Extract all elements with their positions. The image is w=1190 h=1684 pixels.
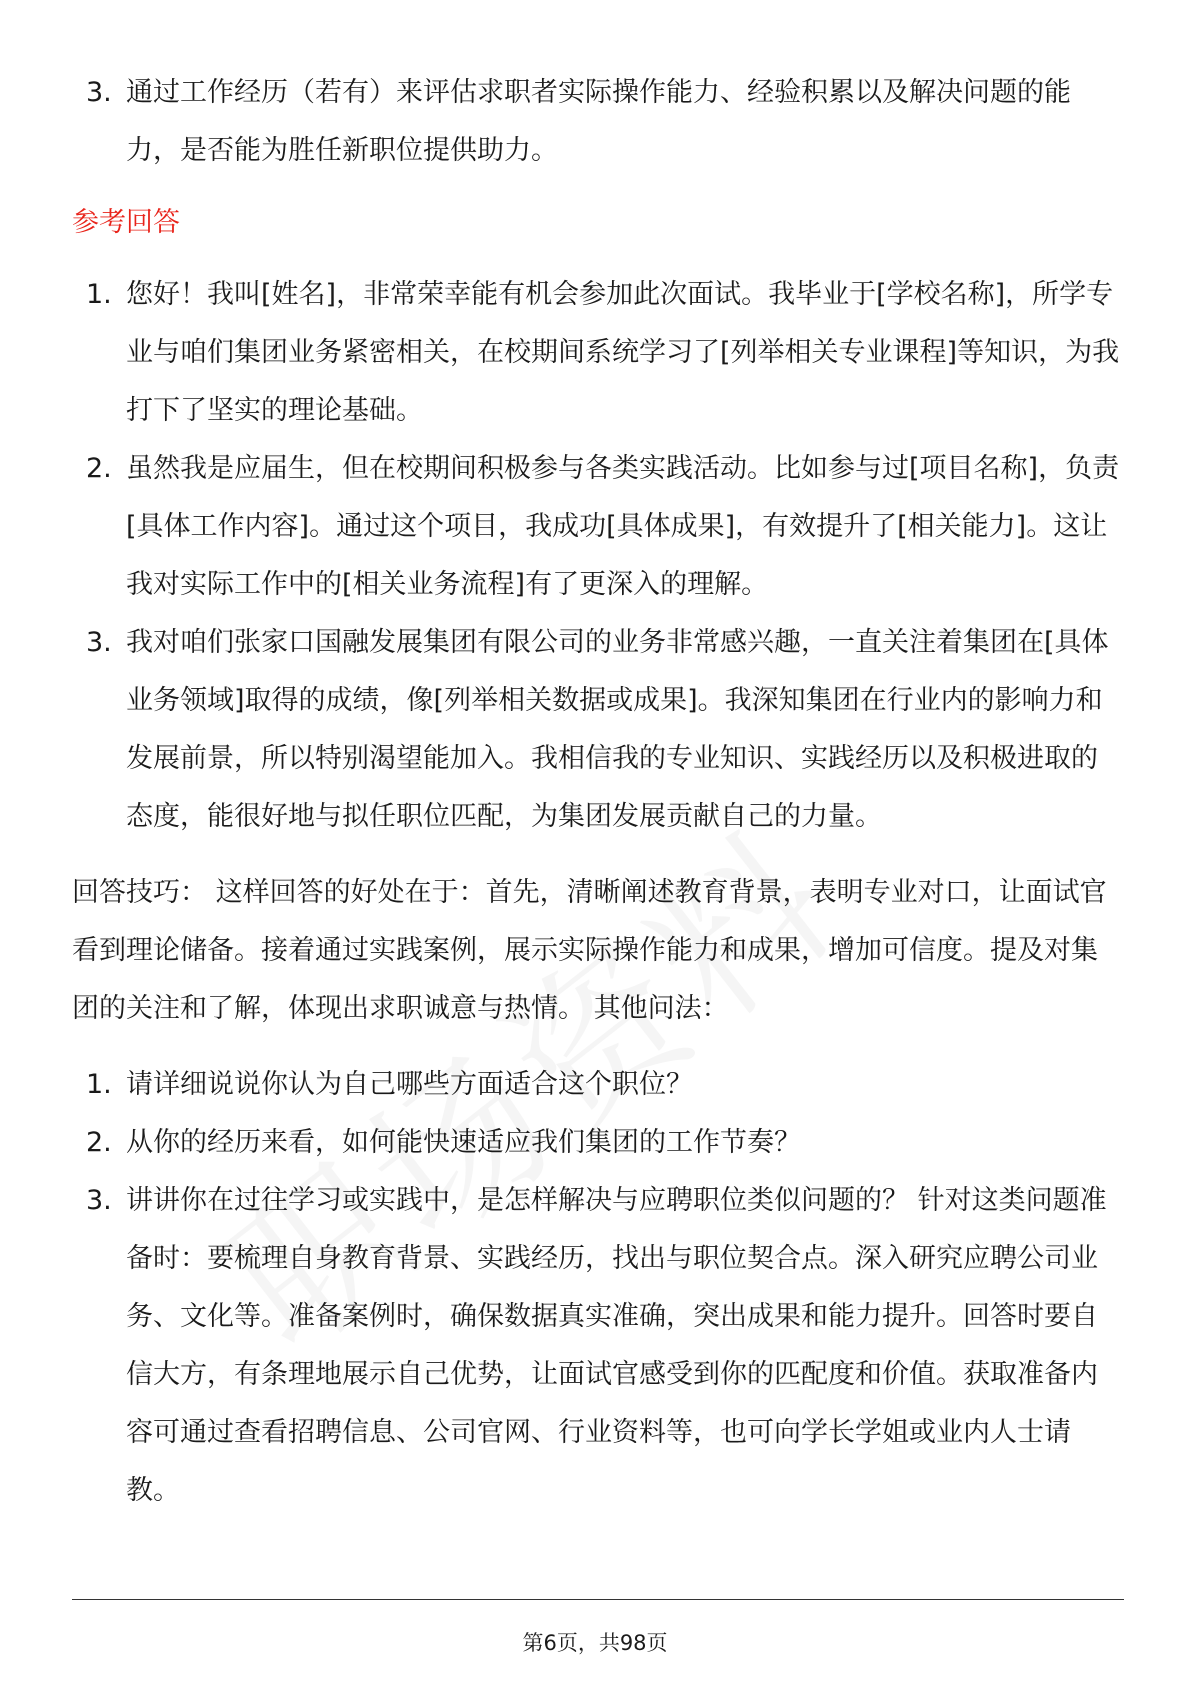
section-title: 参考回答: [72, 207, 180, 238]
list-text: 您好！我叫[姓名]，非常荣幸能有机会参加此次面试。我毕业于[学校名称]，所学专业与咱们集团业务紧密相关，在校期间系统学习了[列举相关专业课程]等知识，为我打下了坚实的理论基础。: [126, 279, 1120, 426]
list-text: 虽然我是应届生，但在校期间积极参与各类实践活动。比如参与过[项目名称]，负责[具体工作内容]。通过这个项目，我成功[具体成果]，有效提升了[相关能力]。这让我对实际工作中的[相关业务流程]有了更深入的理解。: [126, 453, 1120, 600]
list-text: 请详细说说你认为自己哪些方面适合这个职位？: [126, 1069, 693, 1100]
list-text: 讲讲你在过往学习或实践中，是怎样解决与应聘职位类似问题的？ 针对这类问题准备时：要梳理自身教育背景、实践经历，找出与职位契合点。深入研究应聘公司业务、文化等。准备案例时，确保数据真实准确，突出成果和能力提升。回答时要自信大方，有条理地展示自己优势，让面试官感受到你的匹配度和价值。获取准备内容可通过查看招聘信息、公司官网、行业资料等，也可向学长学姐或业内人士请教。: [126, 1185, 1107, 1506]
list-number: 2.: [86, 453, 112, 484]
list-number: 3.: [86, 1185, 112, 1216]
list-text: 从你的经历来看，如何能快速适应我们集团的工作节奏？: [126, 1127, 801, 1158]
list-item: [72, 1172, 1122, 1520]
list-text: 我对咱们张家口国融发展集团有限公司的业务非常感兴趣，一直关注着集团在[具体业务领域]取得的成绩，像[列举相关数据或成果]。我深知集团在行业内的影响力和发展前景，所以特别渴望能加入。我相信我的专业知识、实践经历以及积极进取的态度，能很好地与拟任职位匹配，为集团发展贡献自己的力量。: [126, 627, 1109, 832]
list-item: [72, 64, 1122, 180]
list-number: 3.: [86, 627, 112, 658]
list-number: 2.: [86, 1127, 112, 1158]
list-number: 3.: [86, 77, 112, 108]
answer-list: [72, 266, 1122, 846]
list-item: [72, 614, 1122, 846]
list-item: [72, 266, 1122, 440]
page-content: [72, 64, 1122, 1520]
other-questions-list: [72, 1056, 1122, 1520]
list-number: 1.: [86, 1069, 112, 1100]
list-item: [72, 440, 1122, 614]
intro-list: [72, 64, 1122, 180]
page-number: 第6页，共98页: [522, 1631, 668, 1655]
footer-divider: [72, 1599, 1124, 1600]
list-number: 1.: [86, 279, 112, 310]
tips-paragraph: 回答技巧： 这样回答的好处在于：首先，清晰阐述教育背景，表明专业对口，让面试官看到理论储备。接着通过实践案例，展示实际操作能力和成果，增加可信度。提及对集团的关注和了解，体现出求职诚意与热情。 其他问法：: [72, 877, 1107, 1024]
list-item: [72, 1114, 1122, 1172]
list-text: 通过工作经历（若有）来评估求职者实际操作能力、经验积累以及解决问题的能力，是否能为胜任新职位提供助力。: [126, 77, 1071, 166]
list-item: [72, 1056, 1122, 1114]
